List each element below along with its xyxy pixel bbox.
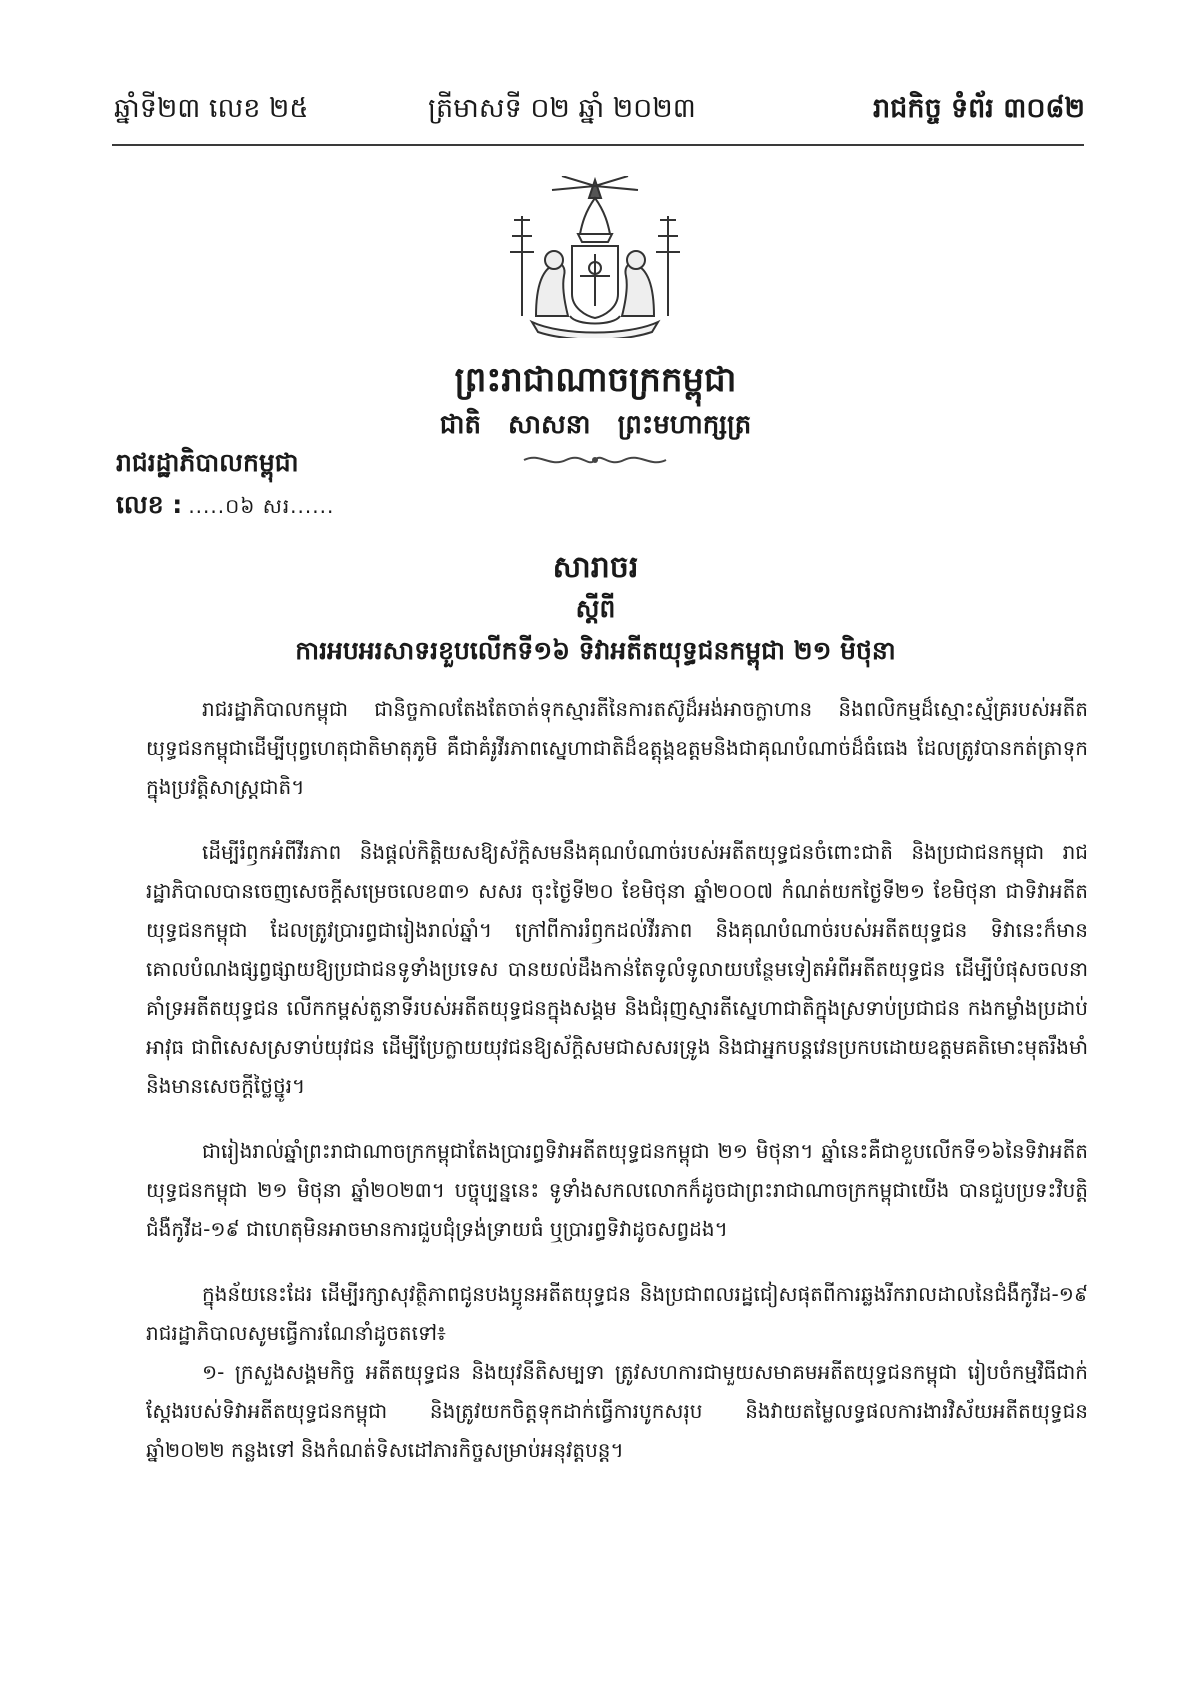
body-paragraph-2: ដើម្បីរំឭកអំពីវីរភាព និងផ្តល់កិត្តិយសឱ្យស័ក្តិសមនឹងគុណបំណាច់របស់អតីតយុទ្ធជនចំពោះជាតិ និងប្រជាជនកម្ពុជា រាជរដ្ឋាភិបាលបានចេញសេចក្តីសម្រេចលេខ៣១ សសរ ចុះថ្ងៃទី២០ ខែមិថុនា ឆ្នាំ២០០៧ កំណត់យកថ្ងៃទី២១ ខែមិថុនា ជាទិវាអតីតយុទ្ធជនកម្ពុជា ដែលត្រូវប្រារព្ធជារៀងរាល់ឆ្នាំ។ ក្រៅពីការរំឭកដល់វីរភាព និងគុណបំណាច់របស់អតីតយុទ្ធជន ទិវានេះក៏មានគោលបំណងផ្សព្វផ្សាយឱ្យប្រជាជនទូទាំងប្រទេស បានយល់ដឹងកាន់តែទូលំទូលាយបន្ថែមទៀតអំពីអតីតយុទ្ធជន ដើម្បីបំផុសចលនាគាំទ្រអតីតយុទ្ធជន លើកកម្ពស់តួនាទីរបស់អតីតយុទ្ធជនក្នុងសង្គម និងជំរុញស្មារតីស្នេហាជាតិក្នុងស្រទាប់ប្រជាជន កងកម្លាំងប្រដាប់អាវុធ ជាពិសេសស្រទាប់យុវជន ដើម្បីប្រែក្លាយយុវជនឱ្យស័ក្តិសមជាសសរទ្រូង និងជាអ្នកបន្តវេនប្រកបដោយឧត្តមគតិមោះមុតរឹងមាំ និងមានសេចក្តីថ្លៃថ្នូរ។ [146, 840, 1088, 1098]
gazette-issue: ឆ្នាំទី២៣ លេខ ២៥ [114, 93, 309, 124]
instruction-item-1: ១- ក្រសួងសង្គមកិច្ច អតីតយុទ្ធជន និងយុវនីតិសម្បទា ត្រូវសហការជាមួយសមាគមអតីតយុទ្ធជនកម្ពុជា រៀបចំកម្មវិធីជាក់ស្តែងរបស់ទិវាអតីតយុទ្ធជនកម្ពុជា និងត្រូវយកចិត្តទុកដាក់ធ្វើការបូកសរុប និងវាយតម្លៃលទ្ធផលការងារវិស័យអតីតយុទ្ធជនឆ្នាំ២០២២ កន្លងទៅ និងកំណត់ទិសដៅភារកិច្ចសម្រាប់អនុវត្តបន្ត។ [146, 1360, 1088, 1462]
document-type: សារាចរ [552, 550, 639, 585]
document-number-row [116, 490, 334, 526]
header-divider [112, 144, 1084, 146]
body-paragraph-3: ជារៀងរាល់ឆ្នាំព្រះរាជាណាចក្រកម្ពុជាតែងប្រារព្ធទិវាអតីតយុទ្ធជនកម្ពុជា ២១ មិថុនា។ ឆ្នាំនេះគឺជាខួបលើកទី១៦នៃទិវាអតីតយុទ្ធជនកម្ពុជា ២១ មិថុនា ឆ្នាំ២០២៣។ បច្ចុប្បន្ននេះ ទូទាំងសកលលោកក៏ដូចជាព្រះរាជាណាចក្រកម្ពុជាយើង បានជួបប្រទះវិបត្តិជំងឺកូវីដ-១៩ ជាហេតុមិនអាចមានការជួបជុំទ្រង់ទ្រាយធំ ឬប្រារព្ធទិវាដូចសព្វដង។ [146, 1139, 1088, 1241]
ornament-divider-icon [520, 452, 670, 468]
document-about: ស្តីពី [575, 594, 616, 623]
gazette-quarter: ត្រីមាសទី ០២ ឆ្នាំ ២០២៣ [428, 93, 696, 124]
gazette-page-number: រាជកិច្ច ទំព័រ ៣០៨២ [873, 93, 1085, 124]
document-subject: ការអបអរសាទរខួបលើកទី១៦ ទិវាអតីតយុទ្ធជនកម្ពុជា ២១ មិថុនា [295, 636, 896, 665]
body-paragraph-1: រាជរដ្ឋាភិបាលកម្ពុជា ជានិច្ចកាលតែងតែចាត់ទុកស្មារតីនៃការតស៊ូដ៏អង់អាចក្លាហាន និងពលិកម្មដ៏ស្មោះស្ម័គ្ររបស់អតីតយុទ្ធជនកម្ពុជាដើម្បីបុព្វហេតុជាតិមាតុភូមិ គឺជាគំរូវីរភាពស្នេហាជាតិដ៏ឧត្តុង្គឧត្តមនិងជាគុណបំណាច់ដ៏ធំធេង ដែលត្រូវបានកត់ត្រាទុកក្នុងប្រវត្តិសាស្ត្រជាតិ។ [146, 697, 1088, 799]
body-paragraph-4: ក្នុងន័យនេះដែរ ដើម្បីរក្សាសុវត្ថិភាពជូនបងប្អូនអតីតយុទ្ធជន និងប្រជាពលរដ្ឋជៀសផុតពីការឆ្លងរីករាលដាលនៃជំងឺកូវីដ-១៩ រាជរដ្ឋាភិបាលសូមធ្វើការណែនាំដូចតទៅ៖ [146, 1282, 1088, 1345]
document-number-value: .....០៦ សរ...... [188, 494, 335, 518]
document-number-label: លេខ : [116, 490, 183, 519]
document-body [146, 690, 1088, 1470]
national-motto: ជាតិ សាសនា ព្រះមហាក្សត្រ [439, 410, 752, 440]
royal-coat-of-arms-icon [492, 176, 698, 338]
kingdom-title: ព្រះរាជាណាចក្រកម្ពុជា [454, 360, 737, 400]
issuer-name: រាជរដ្ឋាភិបាលកម្ពុជា [116, 448, 299, 477]
